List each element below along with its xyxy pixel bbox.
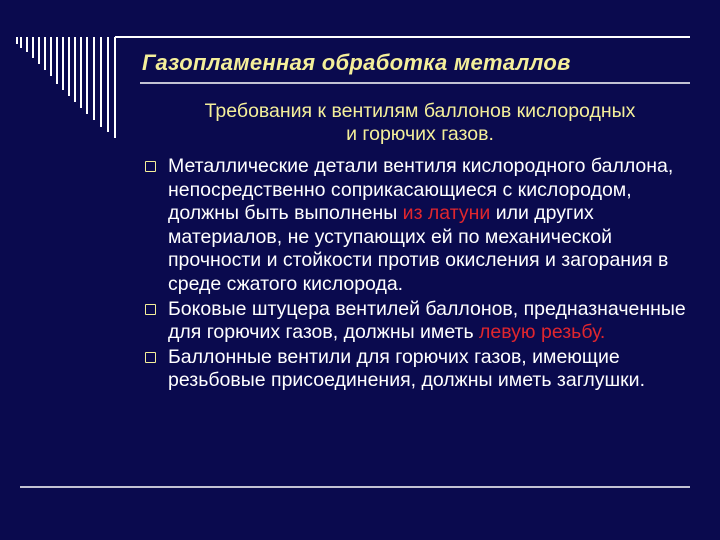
bullet-item: [145, 298, 690, 345]
bullet-text: Баллонные вентили для горючих газов, имеющие резьбовые присоединения, должны иметь заглушки.: [168, 345, 645, 392]
square-bullet-icon: [145, 161, 156, 172]
square-bullet-icon: [145, 352, 156, 363]
bullet-text: или других материалов, не уступающих ей по механической прочности и стойкости против окисления и загорания в среде сжатого кислорода.: [168, 202, 669, 295]
bullet-highlight: левую резьбу.: [479, 321, 606, 344]
bullet-text: Боковые штуцера вентилей баллонов, предназначенные для горючих газов, должны иметь: [168, 297, 686, 344]
slide-title: Газопламенная обработка металлов: [142, 50, 571, 75]
square-bullet-icon: [145, 304, 156, 315]
bullet-item: [145, 346, 690, 393]
bullet-text: Металлические детали вентиля кислородного баллона, непосредственно соприкасающиеся с кислородом, должны быть выполнены: [168, 155, 674, 225]
bullet-highlight: из латуни: [402, 202, 491, 225]
slide-subtitle: Требования к вентилям баллонов кислородных и горючих газов.: [204, 100, 636, 145]
bullet-list: [145, 155, 690, 394]
bullet-item: [145, 155, 690, 297]
